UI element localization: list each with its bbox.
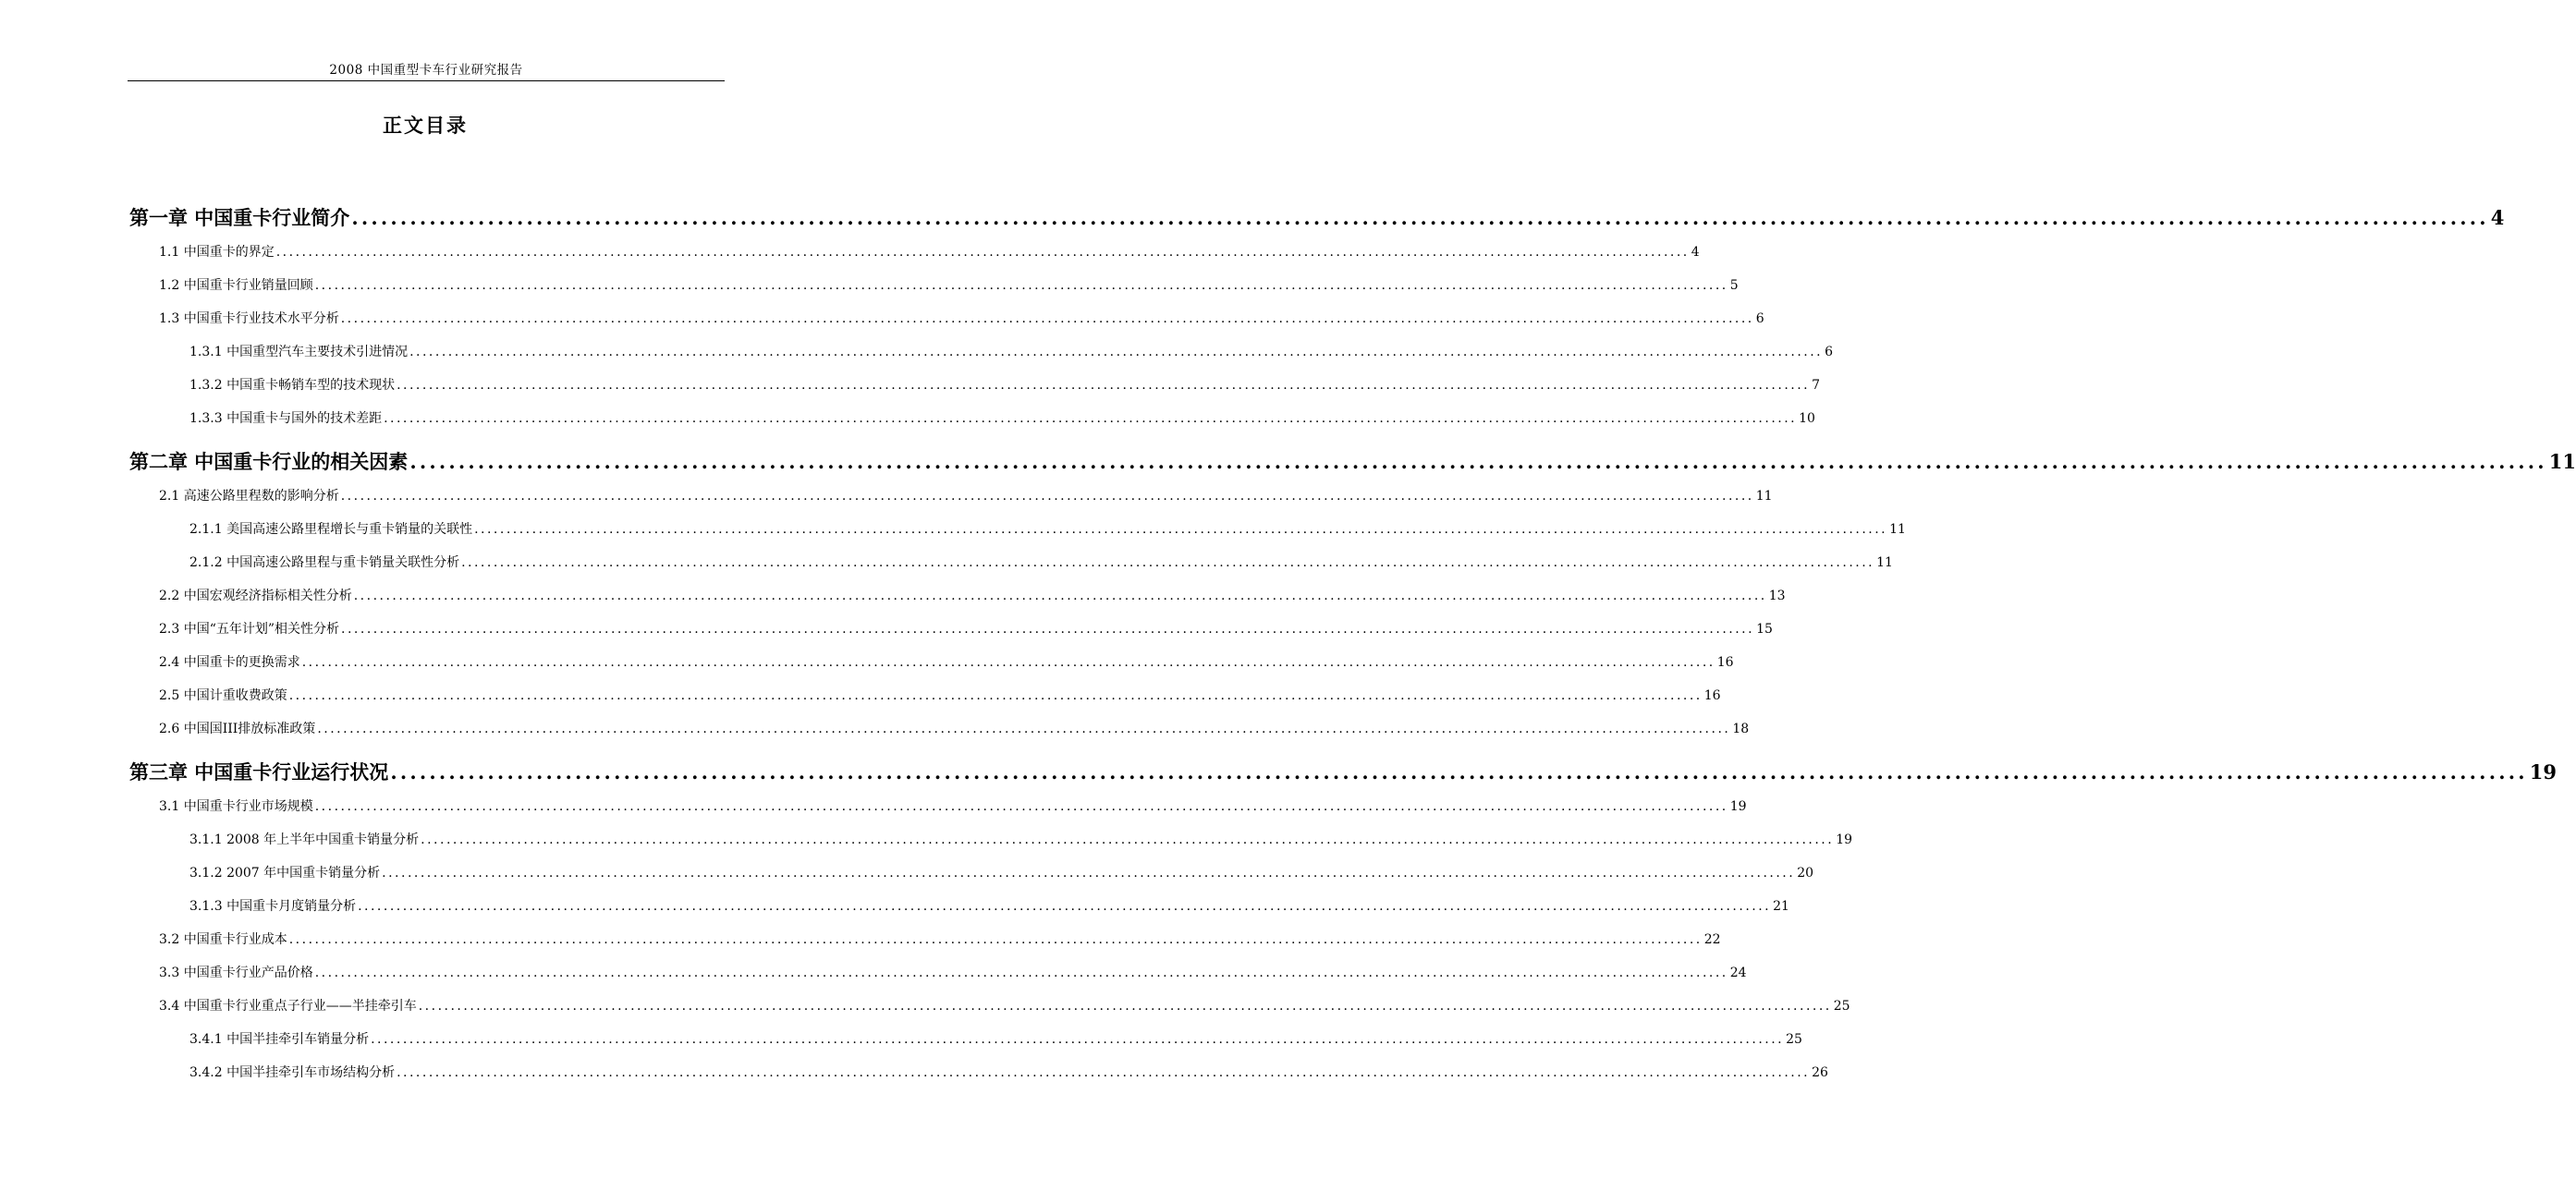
toc-dot-leader: ............................................................................................................................................................................................................................ — [340, 489, 1754, 504]
toc-page-number: 11 — [1755, 489, 1773, 504]
toc-page-number: 11 — [1876, 555, 1893, 570]
toc-entry-title: 1.3.3 中国重卡与国外的技术差距 — [189, 411, 383, 426]
toc-page-number: 11 — [1889, 522, 1906, 537]
toc-subsection-entry[interactable] — [189, 1029, 1802, 1048]
toc-dot-leader: ............................................................................................................................................................................................................................ — [358, 899, 1772, 914]
toc-entry-title: 1.3 中国重卡行业技术水平分析 — [159, 311, 339, 326]
toc-dot-leader: ............................................................................................................................................................................................................................ — [409, 450, 2547, 473]
toc-section-entry[interactable] — [159, 309, 1764, 327]
toc-section-entry[interactable] — [159, 996, 1850, 1015]
toc-section-entry[interactable] — [159, 963, 1747, 981]
toc-section-entry[interactable] — [159, 719, 1750, 737]
toc-subsection-entry[interactable] — [189, 553, 1893, 571]
toc-entry-title: 3.1.3 中国重卡月度销量分析 — [189, 899, 357, 914]
toc-entry-title: 2.5 中国计重收费政策 — [159, 688, 287, 703]
toc-entry-title: 3.1.2 2007 年中国重卡销量分析 — [189, 866, 381, 881]
toc-page-number: 19 — [1836, 832, 1853, 847]
page-title: 正文目录 — [383, 114, 468, 137]
toc-entry-title: 2.4 中国重卡的更换需求 — [159, 655, 300, 670]
toc-page-number: 19 — [1729, 799, 1747, 814]
toc-section-entry[interactable] — [159, 275, 1739, 294]
toc-section-entry[interactable] — [159, 796, 1747, 815]
toc-entry-title: 3.1 中国重卡行业市场规模 — [159, 799, 313, 814]
toc-subsection-entry[interactable] — [189, 863, 1814, 881]
toc-dot-leader: ............................................................................................................................................................................................................................ — [317, 722, 1731, 736]
toc-page-number: 25 — [1833, 999, 1850, 1014]
toc-entry-title: 2.1.2 中国高速公路里程与重卡销量关联性分析 — [189, 555, 460, 570]
toc-dot-leader: ............................................................................................................................................................................................................................ — [474, 522, 1888, 537]
toc-entry-title: 2.1.1 美国高速公路里程增长与重卡销量的关联性 — [189, 522, 473, 537]
toc-page-number: 16 — [1703, 688, 1721, 703]
page-header: 2008 中国重型卡车行业研究报告 — [329, 63, 523, 78]
toc-dot-leader: ............................................................................................................................................................................................................................ — [384, 411, 1798, 426]
toc-subsection-entry[interactable] — [189, 342, 1834, 360]
toc-entry-title: 1.3.2 中国重卡畅销车型的技术现状 — [189, 378, 396, 393]
toc-page-number: 6 — [1825, 345, 1834, 359]
toc-page-number: 10 — [1799, 411, 1815, 426]
toc-entry-title: 2.3 中国“五年计划”相关性分析 — [159, 622, 340, 637]
toc-entry-title: 3.4.1 中国半挂牵引车销量分析 — [189, 1032, 370, 1047]
toc-chapter-entry[interactable] — [129, 758, 2557, 785]
toc-dot-leader: ............................................................................................................................................................................................................................ — [397, 1065, 1811, 1080]
toc-dot-leader: ............................................................................................................................................................................................................................ — [275, 245, 1690, 260]
toc-entry-title: 2.6 中国国III排放标准政策 — [159, 722, 316, 736]
toc-dot-leader: ............................................................................................................................................................................................................................ — [353, 589, 1767, 603]
toc-page-number: 21 — [1773, 899, 1789, 914]
toc-entry-title: 3.2 中国重卡行业成本 — [159, 932, 287, 947]
toc-section-entry[interactable] — [159, 242, 1700, 261]
toc-subsection-entry[interactable] — [189, 519, 1906, 538]
toc-section-entry[interactable] — [159, 486, 1773, 504]
toc-dot-leader: ............................................................................................................................................................................................................................ — [371, 1032, 1785, 1047]
toc-dot-leader: ............................................................................................................................................................................................................................ — [461, 555, 1875, 570]
toc-chapter-entry[interactable] — [129, 447, 2576, 475]
toc-entry-title: 3.3 中国重卡行业产品价格 — [159, 966, 313, 980]
toc-entry-title: 1.2 中国重卡行业销量回顾 — [159, 278, 313, 293]
toc-dot-leader: ............................................................................................................................................................................................................................ — [390, 760, 2528, 784]
toc-section-entry[interactable] — [159, 586, 1786, 604]
toc-page-number: 24 — [1729, 966, 1747, 980]
toc-entry-title: 第二章 中国重卡行业的相关因素 — [129, 450, 409, 473]
toc-entry-title: 2.2 中国宏观经济指标相关性分析 — [159, 589, 352, 603]
toc-dot-leader: ............................................................................................................................................................................................................................ — [397, 378, 1811, 393]
toc-page-number: 6 — [1755, 311, 1764, 326]
toc-entry-title: 1.3.1 中国重型汽车主要技术引进情况 — [189, 345, 409, 359]
toc-dot-leader: ............................................................................................................................................................................................................................ — [340, 311, 1754, 326]
toc-entry-title: 第三章 中国重卡行业运行状况 — [129, 760, 389, 784]
toc-page-number: 11 — [2548, 450, 2576, 473]
toc-entry-title: 3.4.2 中国半挂牵引车市场结构分析 — [189, 1065, 396, 1080]
toc-subsection-entry[interactable] — [189, 408, 1815, 427]
toc-chapter-entry[interactable] — [129, 203, 2505, 231]
toc-page-number: 22 — [1703, 932, 1721, 947]
toc-section-entry[interactable] — [159, 686, 1721, 704]
toc-section-entry[interactable] — [159, 619, 1773, 638]
toc-dot-leader: ............................................................................................................................................................................................................................ — [351, 206, 2489, 229]
toc-dot-leader: ............................................................................................................................................................................................................................ — [314, 966, 1728, 980]
toc-page-number: 13 — [1768, 589, 1786, 603]
toc-subsection-entry[interactable] — [189, 896, 1789, 915]
toc-dot-leader: ............................................................................................................................................................................................................................ — [288, 932, 1703, 947]
toc-dot-leader: ............................................................................................................................................................................................................................ — [314, 799, 1728, 814]
toc-page-number: 26 — [1812, 1065, 1828, 1080]
toc-dot-leader: ............................................................................................................................................................................................................................ — [301, 655, 1715, 670]
toc-page-number: 7 — [1812, 378, 1821, 393]
toc-page-number: 16 — [1716, 655, 1734, 670]
toc-subsection-entry[interactable] — [189, 375, 1821, 394]
toc-subsection-entry[interactable] — [189, 1063, 1828, 1081]
toc-entry-title: 2.1 高速公路里程数的影响分析 — [159, 489, 339, 504]
toc-page-number: 25 — [1786, 1032, 1802, 1047]
toc-page-number: 5 — [1729, 278, 1739, 293]
toc-section-entry[interactable] — [159, 930, 1721, 948]
toc-subsection-entry[interactable] — [189, 830, 1853, 848]
toc-entry-title: 3.4 中国重卡行业重点子行业——半挂牵引车 — [159, 999, 417, 1014]
toc-page-number: 4 — [2490, 206, 2505, 229]
toc-page-number: 15 — [1756, 622, 1773, 637]
toc-entry-title: 1.1 中国重卡的界定 — [159, 245, 275, 260]
toc-dot-leader: ............................................................................................................................................................................................................................ — [418, 999, 1832, 1014]
toc-dot-leader: ............................................................................................................................................................................................................................ — [421, 832, 1835, 847]
toc-dot-leader: ............................................................................................................................................................................................................................ — [314, 278, 1728, 293]
toc-page-number: 18 — [1732, 722, 1750, 736]
toc-dot-leader: ............................................................................................................................................................................................................................ — [409, 345, 1824, 359]
toc-page-number: 4 — [1691, 245, 1700, 260]
toc-dot-leader: ............................................................................................................................................................................................................................ — [382, 866, 1796, 881]
toc-dot-leader: ............................................................................................................................................................................................................................ — [341, 622, 1755, 637]
toc-dot-leader: ............................................................................................................................................................................................................................ — [288, 688, 1703, 703]
toc-entry-title: 3.1.1 2008 年上半年中国重卡销量分析 — [189, 832, 420, 847]
toc-section-entry[interactable] — [159, 652, 1734, 671]
toc-entry-title: 第一章 中国重卡行业简介 — [129, 206, 350, 229]
toc-page-number: 20 — [1797, 866, 1814, 881]
toc-page-number: 19 — [2529, 760, 2557, 784]
